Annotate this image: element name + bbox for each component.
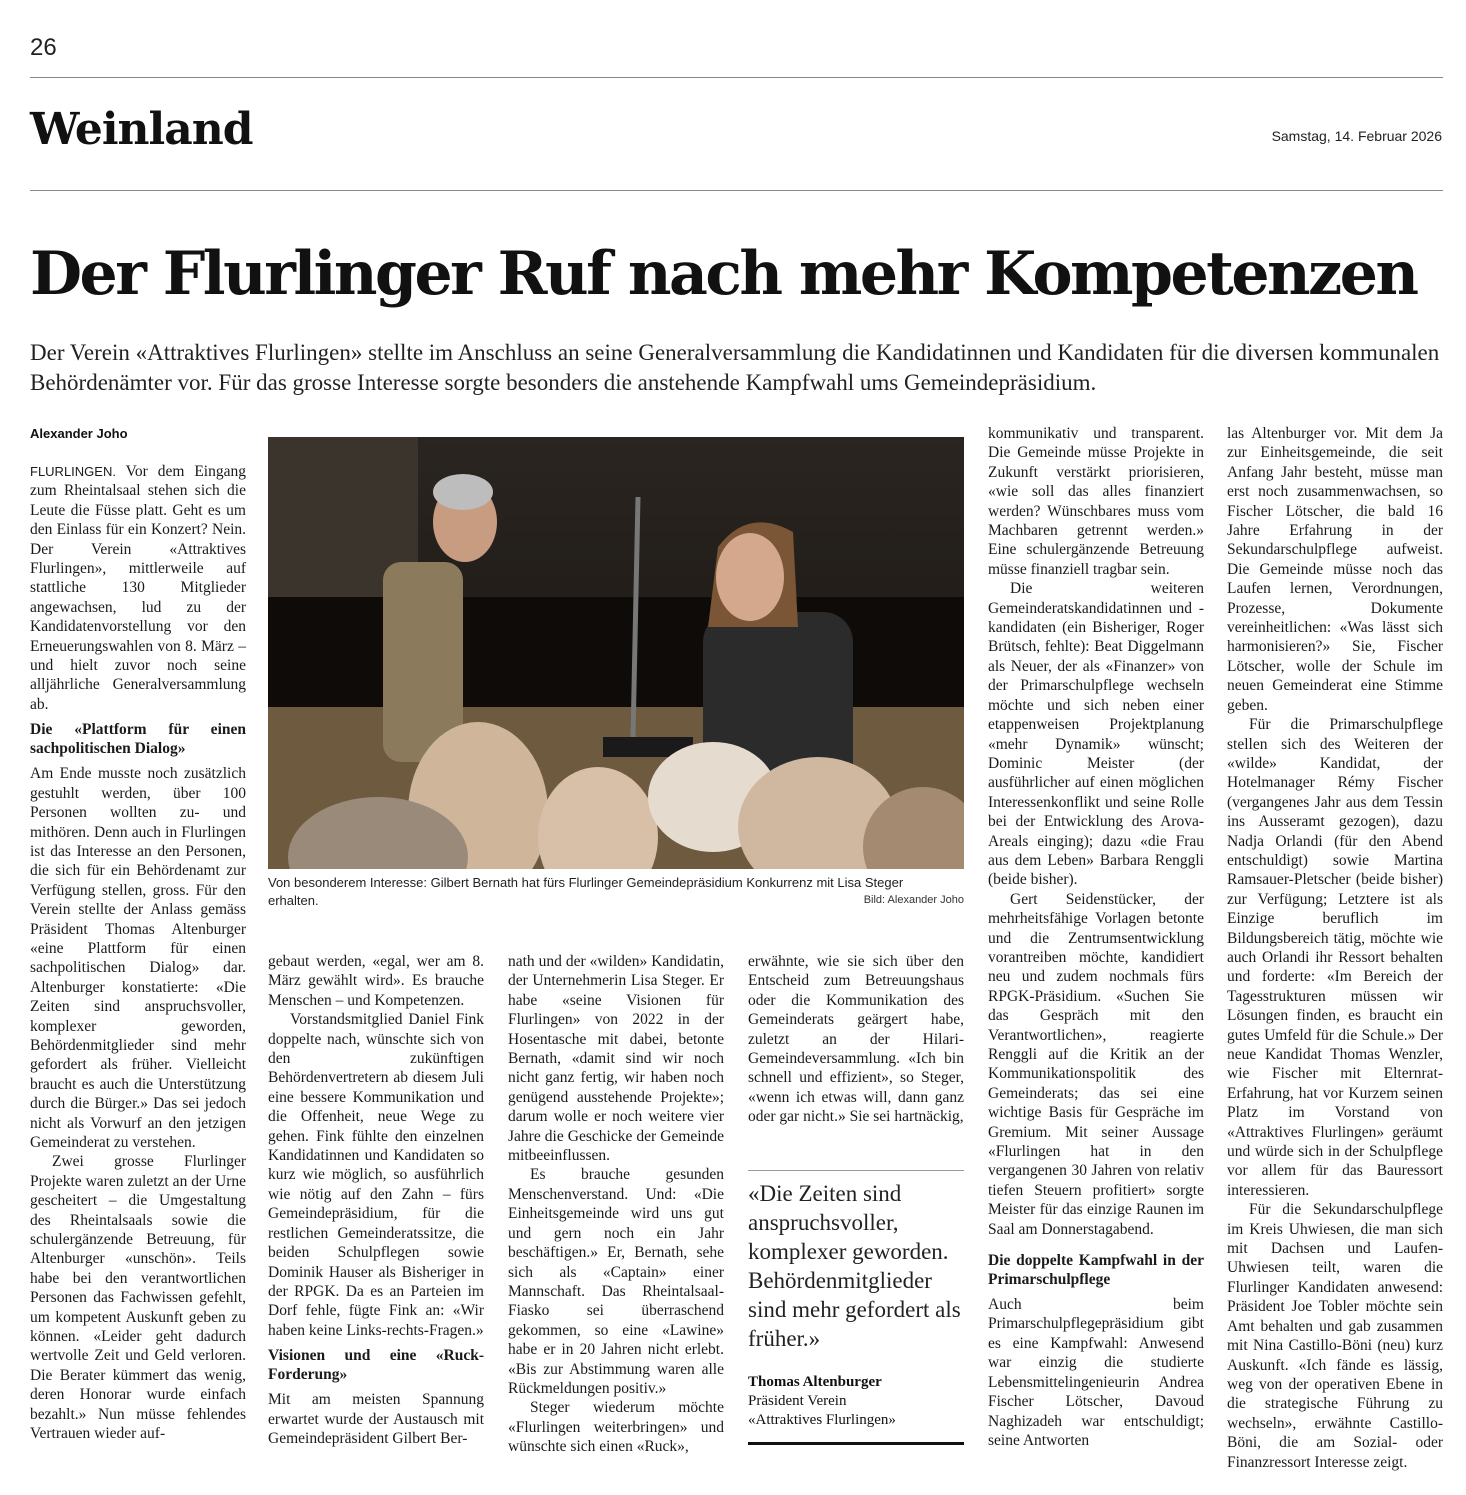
photo-credit: Bild: Alexander Joho [863, 894, 964, 906]
paragraph: kommunikativ und transparent. Die Gemeinde müsse Projekte in Zukunft verstärkt priorisieren, «wie soll das alles finanziert werden? Wünschbares muss vom Machbaren getrennt werden.» Eine schulergänzende Betreuung müsse finanziell tragbar sein. [988, 425, 1204, 578]
section-rule [30, 190, 1443, 191]
article-lead: Der Verein «Attraktives Flurlingen» stellte im Anschluss an seine Generalversammlung die Kandidatinnen und Kandidaten für die diversen kommunalen Behördenämter vor. Für das grosse Interesse sorgte besonders die anstehende Kampfwahl ums Gemeindepräsidium. [30, 340, 1440, 395]
paragraph: Auch beim Primarschulpflegepräsidium gibt es eine Kampfwahl: Anwesend war einzig die studierte Lebensmittelingenieurin Andrea Fischer Lötscher, Davoud Naghizadeh war entschuldigt; seine Antworten [988, 1296, 1204, 1449]
byline: Alexander Joho [30, 426, 128, 441]
top-rule [30, 77, 1443, 78]
paragraph: Vorstandsmitglied Daniel Fink doppelte nach, wünschte sich von den zukünftigen Behördenvertretern ab diesem Juli eine bessere Kommunikation und die Offenheit, neue Wege zu gehen. Fink fühlte den einzelnen Kandidatinnen und Kandidaten so kurz wie möglich, so ausführlich wie nötig auf den Zahn – fürs Gemeindepräsidium, für die restlichen Gemeinderatssitze, die beiden Schulpflegen sowie Dominik Hauser als Bisheriger in der RPGK. Da es an Parteien im Dorf fehle, fügte Fink an: «Wir haben keine Links-rechts-Fragen.» [268, 1011, 484, 1339]
paragraph: gebaut werden, «egal, wer am 8. März gewählt wird». Es brauche Menschen – und Kompetenzen. [268, 953, 484, 1009]
quote-text: «Die Zeiten sind anspruchsvoller, komplexer geworden. Behördenmitglieder sind mehr gefordert als früher.» [748, 1181, 961, 1351]
column-3 [508, 952, 724, 1457]
section-title: Weinland [30, 104, 253, 155]
paragraph: Für die Sekundarschulpflege im Kreis Uhwiesen, die man sich mit Dachsen und Laufen-Uhwiesen teilt, waren die Flurlinger Kandidaten anwesend: Präsident Joe Tobler möchte sein Amt behalten und gab zusammen mit Nina Castillo-Böni (neu) kurz Auskunft. «Ich fände es lässig, weg von der operativen Ebene in die strategische Führung zu wechseln», erwähnte Castillo-Böni, die am Sozial- oder Finanzressort Interesse zeigt. [1227, 1201, 1443, 1471]
issue-date: Samstag, 14. Februar 2026 [1271, 128, 1442, 144]
page-number: 26 [30, 34, 57, 61]
article-headline: Der Flurlinger Ruf nach mehr Kompetenzen [30, 239, 1417, 309]
paragraph: nath und der «wilden» Kandidatin, der Unternehmerin Lisa Steger. Er habe «seine Visionen für Flurlingen» von 2022 in der Hosentasche mit dabei, betonte Bernath, «damit sind wir noch nicht ganz fertig, wir haben noch genügend ausstehende Projekte»; darum wolle er noch weitere vier Jahre die Geschicke der Gemeinde mitbeeinflussen. [508, 953, 724, 1165]
paragraph: Am Ende musste noch zusätzlich gestuhlt werden, über 100 Personen wollten zu- und mithören. Denn auch in Flurlingen ist das Interesse an den Personen, die sich für ein Behördenamt zur Verfügung stellen, gross. Für den Verein stellte der Anlass gemäss Präsident Thomas Altenburger «eine Plattform für einen sachpolitischen Dialog» dar. Altenburger konstatierte: «Die Zeiten sind anspruchsvoller, komplexer geworden, Behördenmitglieder sind mehr gefordert als früher. Vielleicht braucht es auch die Unterstützung durch die Bürger.» Das sei jedoch nicht als Vorwurf an den jetzigen Gemeinderat zu verstehen. [30, 765, 246, 1151]
paragraph-text: Vor dem Eingang zum Rheintalsaal stehen sich die Leute die Füsse platt. Geht es um den Einlass für ein Konzert? Nein. Der Verein «Attraktives Flurlingen», mittlerweile auf stattliche 130 Mitglieder angewachsen, lud zu der Kandidatenvorstellung vor den Erneuerungswahlen von 8. März – und hielt zuvor noch seine alljährliche Generalversammlung ab. [30, 463, 246, 713]
paragraph: erwähnte, wie sie sich über den Entscheid zum Betreuungshaus oder die Kommunikation des Gemeinderats geärgert habe, zuletzt an der Hilari-Gemeindeversammlung. «Ich bin schnell und effizient», so Steger, «wenn ich etwas will, dann ganz oder gar nicht.» Sie sei hartnäckig, [748, 953, 964, 1126]
article-photo [268, 437, 964, 869]
quote-author: Thomas Altenburger [748, 1374, 882, 1390]
photo-illustration [268, 437, 964, 869]
paragraph: Gert Seidenstücker, der mehrheitsfähige Vorlagen betonte und die Zentrumsentwicklung vorantreiben möchte, kandidiert neu und zudem nochmals fürs RPGK-Präsidium. «Suchen Sie das Gespräch mit den Verantwortlichen», reagierte Renggli auf die Kritik an der Kommunikationspolitik des Gemeinderats; das sei eine wichtige Basis für Gespräche im Gremium. Mit seiner Aussage «Flurlingen hat in den vergangenen 30 Jahren von relativ tiefen Steuern profitiert» sorgte Meister für das einzige Raunen im Saal am Donnerstagabend. [988, 890, 1204, 1238]
subheading: Die «Plattform für einen sachpolitischen Dialog» [30, 721, 246, 758]
paragraph: Zwei grosse Flurlinger Projekte waren zuletzt an der Urne gescheitert – die Umgestaltung des Rheintalsaals sowie die schulergänzende Betreuung, für Altenburger «unschön». Teils habe bei den verantwortlichen Personen das Fachwissen gefehlt, um kompetent Auskunft geben zu können. «Leider geht dadurch wertvolle Zeit und Geld verloren. Die Berater kümmert das wenig, deren Honorar wurde einfach bezahlt.» Nun müsse fehlendes Vertrauen wieder auf- [30, 1153, 246, 1443]
photo-caption: Von besonderem Interesse: Gilbert Bernath hat fürs Flurlinger Gemeindepräsidium Konkurrenz mit Lisa Steger erhalten. [268, 875, 904, 908]
subheading: Visionen und eine «Ruck-Forderung» [268, 1347, 484, 1384]
column-1 [30, 462, 246, 1444]
pull-quote [748, 1170, 964, 1445]
paragraph: Mit am meisten Spannung erwartet wurde der Austausch mit Gemeindepräsident Gilbert Ber- [268, 1391, 484, 1447]
column-6 [1227, 424, 1443, 1472]
paragraph: Die weiteren Gemeinderatskandidatinnen und -kandidaten (ein Bisheriger, Roger Brütsch, fehlte): Beat Diggelmann als Neuer, der als «Finanzer» von der Primarschulpflege wechseln möchte und sich neben einer etappenweisen Projektplanung «mehr Dynamik» wünscht; Dominic Meister (der ausführlicher auf einen möglichen Interessenkonflikt und seine Rolle bei der Entwicklung des Arova-Areals einging); dazu «die Frau aus dem Leben» Barbara Renggli (beide bisher). [988, 580, 1204, 889]
column-5 [988, 424, 1204, 1450]
paragraph [30, 462, 246, 714]
quote-role: Präsident Verein [748, 1393, 847, 1409]
paragraph: Für die Primarschulpflege stellen sich des Weiteren der «wilde» Kandidat, der Hotelmanager Rémy Fischer (vergangenes Jahr aus dem Tessin ins Ausseramt gezogen), dazu Nadja Orlandi (für den Abend entschuldigt) sowie Martina Ramsauer-Pletscher (beide bisher) zur Verfügung; Letztere ist als Einzige beruflich im Bildungsbereich tätig, möchte wie auch Orlandi ihr Ressort behalten und forderte: «Im Bereich der Tagesstrukturen müssen wir Lösungen finden, es braucht ein gutes Umfeld für die Schule.» Der neue Kandidat Thomas Wenzler, wie Fischer mit Elternrat-Erfahrung, hat vor Kurzem seinen Platz im Vorstand von «Attraktives Flurlingen» geräumt und würde sich in der Schulpflege vor allem für das Bauressort interessieren. [1227, 716, 1443, 1199]
paragraph: Es brauche gesunden Menschenverstand. Und: «Die Einheitsgemeinde wird uns gut und gern noch ein Jahr beschäftigen.» Er, Bernath, sehe sich als «Captain» einer Mannschaft. Das Rheintalsaal-Fiasko sei überraschend gekommen, so eine «Lawine» habe er in 20 Jahren nicht erlebt. «Bis zur Abstimmung waren alle Rückmeldungen positiv.» [508, 1166, 724, 1397]
paragraph: las Altenburger vor. Mit dem Ja zur Einheitsgemeinde, die seit Anfang Jahr besteht, müsse man erst noch zusammenwachsen, so Fischer Lötscher, die bald 16 Jahre Erfahrung in der Sekundarschulpflege aufweist. Die Gemeinde müsse noch das Laufen lernen, Verordnungen, Prozesse, Dokumente vereinheitlichen: «Was lässt sich harmonisieren?» Sie, Fischer Lötscher, wolle der Schule im neuen Gemeinderat eine Stimme geben. [1227, 425, 1443, 714]
paragraph: Steger wiederum möchte «Flurlingen weiterbringen» und wünschte sich einen «Ruck», [508, 1399, 724, 1456]
subheading: Die doppelte Kampfwahl in der Primarschulpflege [988, 1252, 1204, 1289]
quote-role-org: «Attraktives Flurlingen» [748, 1412, 896, 1428]
column-4 [748, 952, 964, 1127]
dateline: FLURLINGEN. [30, 464, 116, 479]
column-2 [268, 952, 484, 1448]
